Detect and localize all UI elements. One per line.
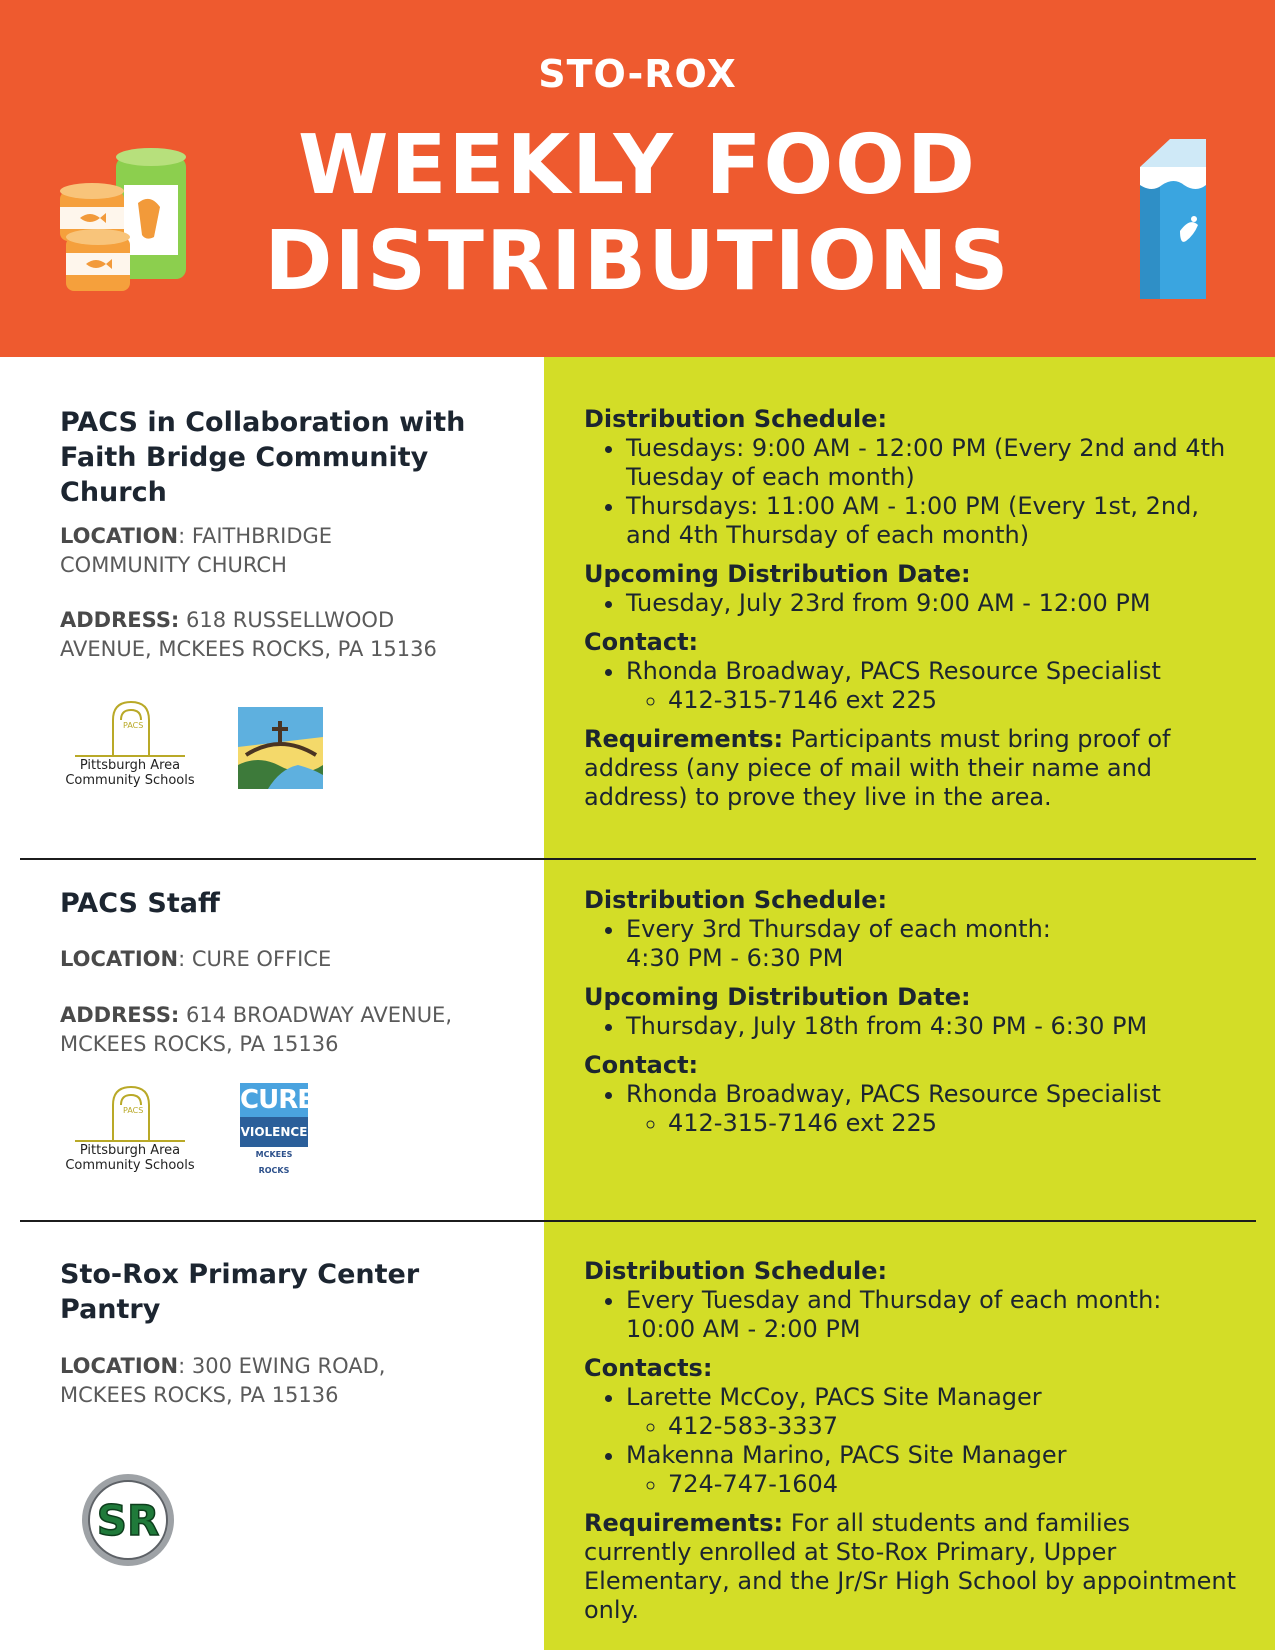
section-divider (20, 858, 1256, 860)
upcoming-list (584, 1012, 1244, 1041)
contact-phone: ◦ 724-747-1604 (668, 1470, 1244, 1499)
faith-bridge-logo (238, 707, 323, 789)
contact-heading: Contact: (584, 628, 699, 656)
sto-rox-logo (80, 1472, 176, 1568)
cure-violence-logo (240, 1083, 314, 1179)
schedule-heading: Distribution Schedule: (584, 1257, 888, 1285)
list-item: • Every 3rd Thursday of each month: 4:30 PM - 6:30 PM (626, 915, 1086, 973)
pacs-logo (55, 698, 205, 793)
list-item: • Thursday, July 18th from 4:30 PM - 6:30 PM (626, 1012, 1244, 1041)
address-text: ADDRESS: 618 RUSSELLWOOD AVENUE, MCKEES ROCKS, PA 15136 (60, 608, 437, 661)
section-details (584, 886, 1244, 1138)
header-kicker: STO-ROX (538, 52, 737, 96)
section-title: PACS in Collaboration with Faith Bridge Community Church (60, 407, 466, 508)
requirements-text: Requirements: Participants must bring proof of address (any piece of mail with their name and address) to prove they live in the area. (584, 725, 1171, 811)
section-details (584, 1257, 1244, 1625)
header-banner (0, 0, 1275, 357)
schedule-list (584, 915, 1244, 973)
contact-list (584, 1383, 1244, 1499)
section-divider (20, 1220, 1256, 1222)
milk-carton-icon (1128, 135, 1218, 305)
contact-list (584, 657, 1244, 715)
address-text: ADDRESS: 614 BROADWAY AVENUE, MCKEES ROCKS, PA 15136 (60, 1003, 453, 1056)
location-text: LOCATION: CURE OFFICE (60, 947, 332, 971)
schedule-list (584, 434, 1244, 550)
contact-name: • Rhonda Broadway, PACS Resource Specialist ◦ 412-315-7146 ext 225 (626, 657, 1244, 715)
upcoming-list (584, 589, 1244, 618)
pacs-logo-line1: Pittsburgh Area (79, 758, 181, 773)
contact-phone: ◦ 412-315-7146 ext 225 (668, 686, 1244, 715)
contact-list (584, 1080, 1244, 1138)
cure-logo-top: CURE (240, 1085, 314, 1115)
schedule-heading: Distribution Schedule: (584, 405, 888, 433)
pacs-bag-text: PACS (123, 721, 144, 730)
section-title: Sto-Rox Primary Center Pantry (60, 1259, 420, 1325)
contact-heading: Contact: (584, 1051, 699, 1079)
requirements-text: Requirements: For all students and families currently enrolled at Sto-Rox Primary, Upper Elementary, and the Jr/Sr High School by appointment only. (584, 1509, 1237, 1624)
contact-name: • Larette McCoy, PACS Site Manager ◦ 412-583-3337 (626, 1383, 1244, 1441)
contact-heading: Contacts: (584, 1354, 713, 1382)
title-line-2: DISTRIBUTIONS (264, 214, 1011, 309)
pacs-logo-line1: Pittsburgh Area (79, 1143, 181, 1158)
list-item: • Every Tuesday and Thursday of each month: 10:00 AM - 2:00 PM (626, 1286, 1186, 1344)
backpack-icon (55, 1083, 205, 1145)
cure-logo-bottom: MCKEES ROCKS (255, 1150, 293, 1175)
contact-phone: ◦ 412-583-3337 (668, 1412, 1244, 1441)
pacs-logo (55, 1083, 205, 1178)
schedule-heading: Distribution Schedule: (584, 886, 888, 914)
contact-phone: ◦ 412-315-7146 ext 225 (668, 1109, 1244, 1138)
contact-name: • Rhonda Broadway, PACS Resource Specialist ◦ 412-315-7146 ext 225 (626, 1080, 1244, 1138)
location-text: LOCATION: 300 EWING ROAD, MCKEES ROCKS, PA 15136 (60, 1354, 386, 1407)
schedule-list (584, 1286, 1244, 1344)
canned-food-icon (52, 145, 202, 305)
pacs-logo-line2: Community Schools (65, 1158, 195, 1173)
location-text: LOCATION: FAITHBRIDGE COMMUNITY CHURCH (60, 524, 333, 577)
pacs-logo-line2: Community Schools (65, 773, 195, 788)
list-item: • Thursdays: 11:00 AM - 1:00 PM (Every 1st, 2nd, and 4th Thursday of each month) (626, 492, 1244, 550)
upcoming-heading: Upcoming Distribution Date: (584, 560, 971, 588)
backpack-icon (55, 698, 205, 760)
upcoming-heading: Upcoming Distribution Date: (584, 983, 971, 1011)
contact-name: • Makenna Marino, PACS Site Manager ◦ 724-747-1604 (626, 1441, 1244, 1499)
sto-rox-logo-text: SR (96, 1496, 160, 1545)
section-title: PACS Staff (60, 888, 220, 919)
list-item: • Tuesday, July 23rd from 9:00 AM - 12:00 PM (626, 589, 1244, 618)
pacs-bag-text: PACS (123, 1106, 144, 1115)
cure-logo-mid: VIOLENCE (240, 1117, 308, 1147)
section-details (584, 405, 1244, 812)
title-line-1: WEEKLY FOOD (298, 118, 977, 213)
list-item: • Tuesdays: 9:00 AM - 12:00 PM (Every 2nd and 4th Tuesday of each month) (626, 434, 1244, 492)
